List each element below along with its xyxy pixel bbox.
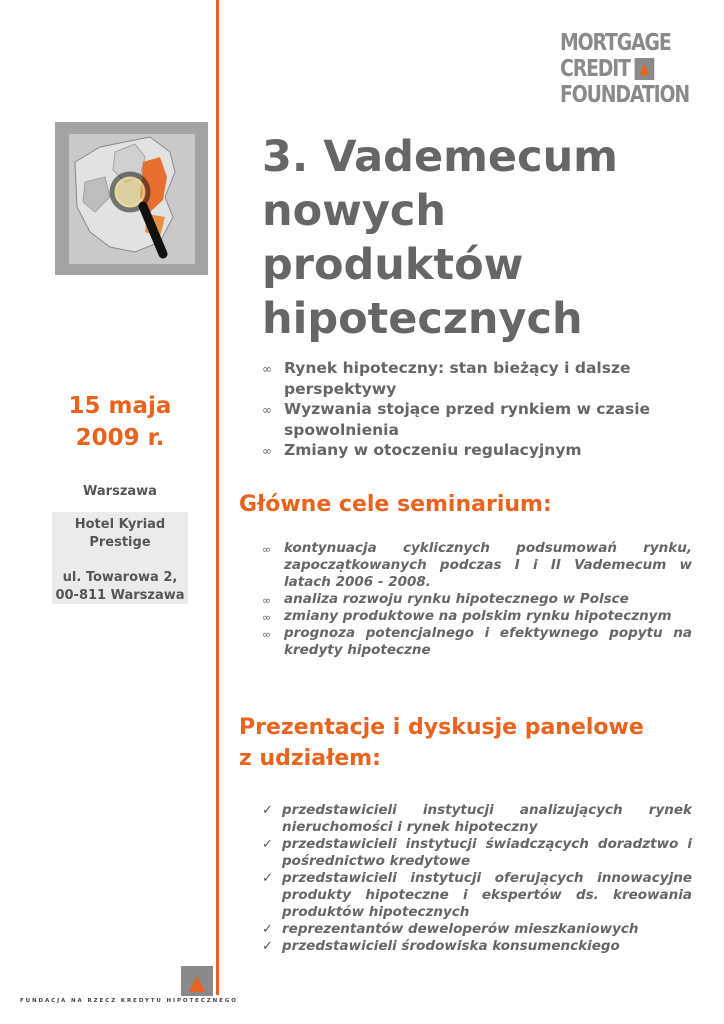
infinity-bullet-icon: ∞ [262,543,272,556]
presentations-heading-line-2: z udziałem: [239,746,381,771]
checkmark-icon: ✓ [262,922,273,937]
list-item: ∞ Zmiany w otoczeniu regulacyjnym [262,440,682,461]
list-item: ✓ przedstawicieli instytucji świadczących doradztwo i pośrednictwo kredytowe [262,836,692,869]
checkmark-icon: ✓ [262,939,273,954]
list-item: ∞ zmiany produktowe na polskim rynku hipotecznym [262,608,672,624]
logo-line-1: MORTGAGE [560,30,671,56]
list-item: ∞ kontynuacja cyklicznych podsumowań rynku, zapoczątkowanych podczas I i II Vademecum w latach 2006 - 2008. [262,540,692,590]
checkmark-icon: ✓ [262,871,273,886]
checkmark-icon: ✓ [262,803,273,818]
infinity-bullet-icon: ∞ [262,628,272,641]
address-line-2: 00-811 Warszawa [55,587,185,603]
event-date-line-2: 2009 r. [75,425,165,451]
list-item: ✓ przedstawicieli instytucji analizujących rynek nieruchomości i rynek hipoteczny [262,802,692,835]
logo-line-2: CREDIT [560,56,630,82]
title-line-2: nowych [262,186,447,236]
title-line-1: 3. Vademecum [262,132,618,182]
goals-list [262,540,692,659]
page-title [262,130,702,346]
title-line-3: produktów [262,240,524,290]
list-item: ∞ prognoza potencjalnego i efektywnego popytu na kredyty hipoteczne [262,625,692,658]
infinity-bullet-icon: ∞ [262,362,272,376]
list-item: ✓ reprezentantów deweloperów mieszkaniowych [262,921,639,937]
infinity-bullet-icon: ∞ [262,611,272,624]
event-date [40,390,200,454]
presenters-list [262,802,692,955]
event-date-line-1: 15 maja [68,393,172,419]
orange-divider-line [216,0,219,995]
goals-heading: Główne cele seminarium: [239,492,552,517]
mortgage-credit-foundation-logo [560,30,690,108]
list-item: ∞ Rynek hipoteczny: stan bieżący i dalsze perspektywy [262,359,631,398]
address-line-1: ul. Towarowa 2, [62,570,178,585]
venue-line-2: Prestige [89,534,151,550]
infinity-bullet-icon: ∞ [262,594,272,607]
infinity-bullet-icon: ∞ [262,403,272,417]
list-item: ✓ przedstawicieli środowiska konsumenckiego [262,938,620,954]
presentations-heading-line-1: Prezentacje i dyskusje panelowe [239,715,644,740]
venue-box [52,512,188,604]
checkmark-icon: ✓ [262,837,273,852]
presentations-heading [239,712,644,774]
list-item: ∞ analiza rozwoju rynku hipotecznego w Polsce [262,591,629,607]
footer-house-mark-icon [181,966,213,996]
title-line-4: hipotecznych [262,294,583,344]
event-city: Warszawa [83,484,157,499]
footer-foundation-name: FUNDACJA NA RZECZ KREDYTU HIPOTECZNEGO [20,998,238,1004]
topics-list [262,358,682,461]
list-item: ∞ Wyzwania stojące przed rynkiem w czasie spowolnienia [262,400,651,439]
infinity-bullet-icon: ∞ [262,444,272,458]
venue-line-1: Hotel Kyriad [74,517,166,532]
europe-map-magnifier-icon [55,122,208,275]
logo-line-2-row [560,56,662,82]
logo-line-3: FOUNDATION [560,82,690,108]
list-item: ✓ przedstawicieli instytucji oferujących innowacyjne produkty hipoteczne i ekspertów ds. kreowania produktów hipotecznych [262,870,692,920]
house-mark-icon [635,58,655,80]
